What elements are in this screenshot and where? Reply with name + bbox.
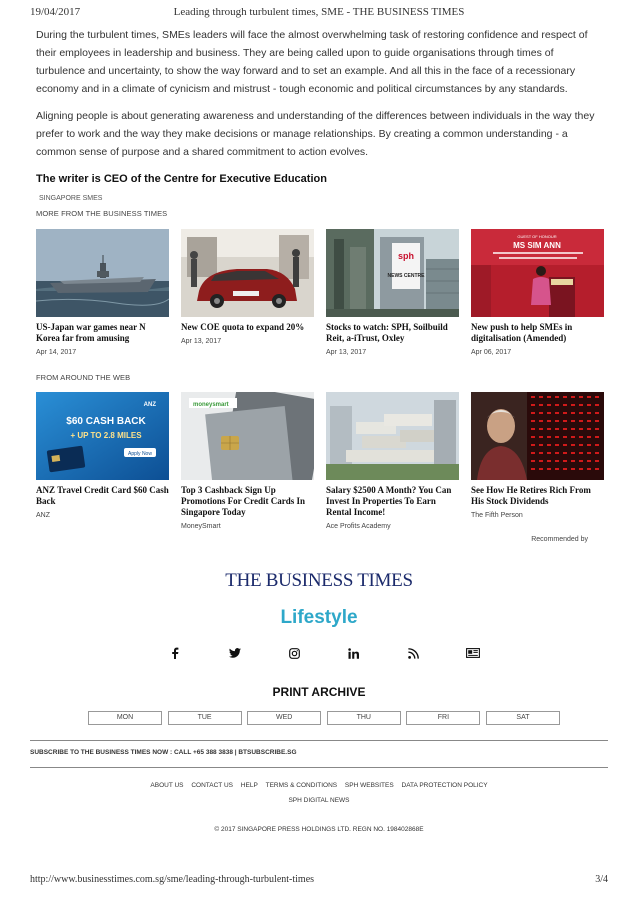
lifestyle-logo[interactable]: Lifestyle	[280, 607, 358, 628]
related-article-date: Apr 14, 2017	[36, 349, 77, 356]
sponsored-source: ANZ	[36, 512, 50, 519]
sponsored-title[interactable]: See How He Retires Rich From His Stock Dividends	[471, 485, 591, 506]
day-button-thu[interactable]: THU	[327, 711, 401, 725]
sponsored-card[interactable]	[181, 392, 314, 530]
related-article-card[interactable]	[326, 229, 459, 356]
article-paragraph: During the turbulent times, SMEs leaders will face the almost overwhelming task of restoring confidence and respect of their employees in leadership and business. They are being called upon to guide organisations through times of turbulence and uncertainty, to show the way forward and to set an example. And all this in the face of a recessionary economy and in a climate of cynicism and mistrust - tough economic and political circumstances by any standards.	[36, 29, 588, 95]
miles-text: + UP TO 2.8 MILES	[70, 431, 142, 440]
investor-thumbnail[interactable]	[471, 392, 604, 480]
anz-brand-text: ANZ	[143, 402, 156, 408]
day-button-sat[interactable]: SAT	[486, 711, 560, 725]
print-url: http://www.businesstimes.com.sg/sme/leading-through-turbulent-times	[30, 874, 315, 885]
footer-link-sph-digital-news[interactable]: SPH DIGITAL NEWS	[288, 797, 350, 804]
twitter-icon[interactable]	[228, 646, 242, 660]
credit-card-thumbnail[interactable]	[181, 392, 314, 480]
writer-credit: The writer is CEO of the Centre for Executive Education	[36, 173, 327, 185]
divider	[30, 767, 608, 768]
footer-nav	[0, 782, 638, 789]
related-article-card[interactable]	[36, 229, 169, 356]
apply-now-text: Apply Now	[128, 451, 152, 457]
sponsored-title[interactable]: Top 3 Cashback Sign Up Promotions For Credit Cards In Singapore Today	[181, 485, 306, 517]
article-paragraph: Aligning people is about generating awareness and understanding of the differences between individuals in the way they prefer to work and the way they make decisions or manage relationships. By creating a common understanding - a common sense of purpose and a shared commitment to action evolves.	[36, 110, 595, 158]
news-centre-sign-text: NEWS CENTRE	[387, 273, 425, 279]
footer-link-about[interactable]: ABOUT US	[150, 782, 184, 789]
moneysmart-logo-text: moneysmart	[193, 402, 229, 408]
more-from-grid	[36, 229, 604, 356]
footer-link-terms[interactable]: TERMS & CONDITIONS	[265, 782, 338, 789]
more-from-label: MORE FROM THE BUSINESS TIMES	[36, 209, 168, 218]
subscribe-banner[interactable]: SUBSCRIBE TO THE BUSINESS TIMES NOW : CALL +65 388 3838 | BTSUBSCRIBE.SG	[30, 749, 297, 756]
recommended-by[interactable]: Recommended by	[531, 536, 588, 543]
related-article-card[interactable]	[471, 229, 604, 356]
sponsored-source: Ace Profits Academy	[326, 523, 391, 530]
day-button-fri[interactable]: FRI	[406, 711, 480, 725]
guest-name-text: MS SIM ANN	[513, 241, 561, 250]
instagram-icon[interactable]	[287, 646, 301, 660]
guest-of-honour-text: GUEST OF HONOUR	[517, 234, 557, 239]
carrier-thumbnail[interactable]	[36, 229, 169, 317]
print-page-title: Leading through turbulent times, SME - THE BUSINESS TIMES	[173, 6, 465, 18]
minister-speech-thumbnail[interactable]	[471, 229, 604, 317]
sponsored-source: MoneySmart	[181, 523, 221, 530]
article-tag[interactable]: SINGAPORE SMES	[39, 195, 103, 202]
footer-link-data-protection[interactable]: DATA PROTECTION POLICY	[401, 782, 488, 789]
print-archive-days	[88, 711, 560, 725]
linkedin-icon[interactable]	[347, 646, 361, 660]
print-archive-heading: PRINT ARCHIVE	[272, 685, 366, 699]
around-web-label: FROM AROUND THE WEB	[36, 373, 131, 382]
footer-link-sph-websites[interactable]: SPH WEBSITES	[344, 782, 394, 789]
print-page-number: 3/4	[595, 874, 608, 885]
car-showroom-thumbnail[interactable]	[181, 229, 314, 317]
footer-link-contact[interactable]: CONTACT US	[191, 782, 233, 789]
related-article-title[interactable]: US-Japan war games near N Korea far from amusing	[36, 322, 146, 343]
print-header	[0, 6, 638, 20]
related-article-card[interactable]	[181, 229, 314, 356]
related-article-title[interactable]: New push to help SMEs in digitalisation (Amended)	[471, 322, 573, 343]
article-body	[36, 26, 602, 208]
related-article-title[interactable]: New COE quota to expand 20%	[181, 322, 305, 332]
epaper-icon[interactable]	[466, 646, 480, 660]
divider	[30, 740, 608, 741]
sponsored-title[interactable]: ANZ Travel Credit Card $60 Cash Back	[36, 485, 169, 506]
around-web-grid	[36, 392, 604, 530]
footer-link-help[interactable]: HELP	[240, 782, 258, 789]
day-button-mon[interactable]: MON	[88, 711, 162, 725]
cashback-text: $60 CASH BACK	[66, 416, 146, 427]
social-links	[168, 646, 480, 660]
sponsored-source: The Fifth Person	[471, 512, 523, 519]
print-footer	[0, 874, 638, 888]
print-date: 19/04/2017	[30, 6, 81, 18]
related-article-date: Apr 06, 2017	[471, 349, 512, 356]
related-article-date: Apr 13, 2017	[181, 338, 222, 345]
business-times-logo[interactable]: THE BUSINESS TIMES	[225, 570, 413, 591]
copyright: © 2017 SINGAPORE PRESS HOLDINGS LTD. REGN NO. 198402868E	[214, 826, 424, 833]
sponsored-card[interactable]	[471, 392, 604, 530]
sponsored-card[interactable]	[36, 392, 169, 530]
facebook-icon[interactable]	[168, 646, 182, 660]
sponsored-card[interactable]	[326, 392, 459, 530]
rss-icon[interactable]	[406, 646, 420, 660]
sponsored-title[interactable]: Salary $2500 A Month? You Can Invest In Properties To Earn Rental Income!	[326, 485, 452, 517]
related-article-date: Apr 13, 2017	[326, 349, 367, 356]
sph-sign-text: sph	[397, 251, 415, 261]
condo-thumbnail[interactable]	[326, 392, 459, 480]
sph-building-thumbnail[interactable]	[326, 229, 459, 317]
anz-ad-thumbnail[interactable]	[36, 392, 169, 480]
day-button-wed[interactable]: WED	[247, 711, 321, 725]
day-button-tue[interactable]: TUE	[168, 711, 242, 725]
related-article-title[interactable]: Stocks to watch: SPH, Soilbuild Reit, a-iTrust, Oxley	[326, 322, 448, 343]
